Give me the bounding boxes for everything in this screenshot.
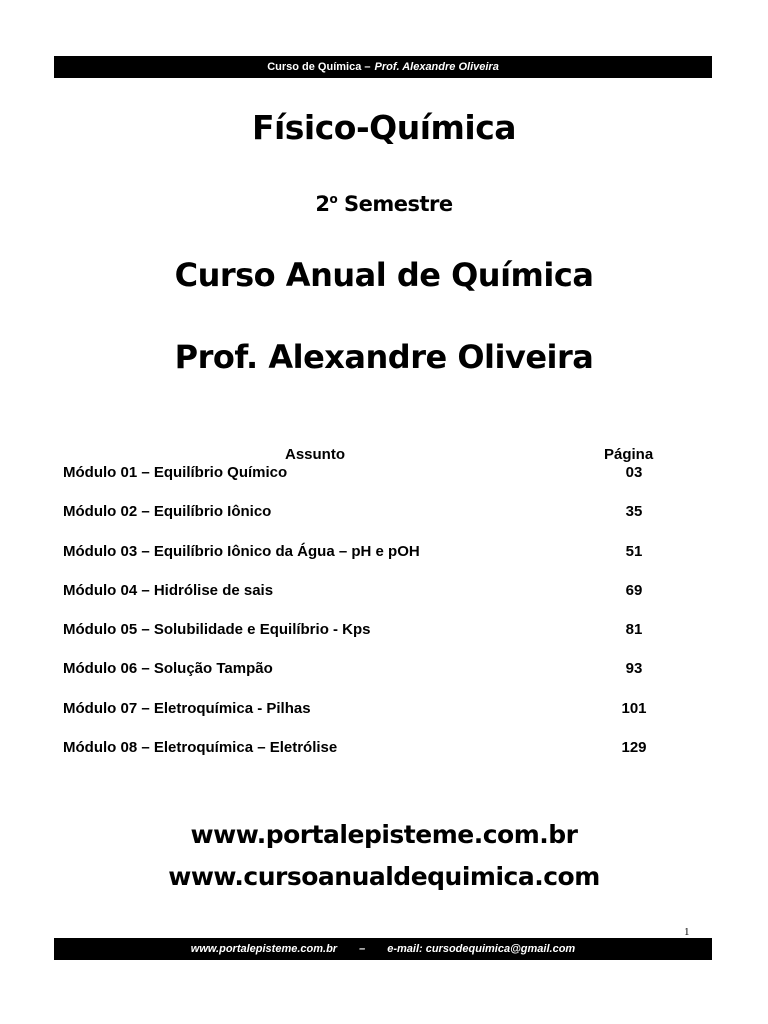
professor-title: Prof. Alexandre Oliveira: [174, 338, 594, 376]
toc-page: 51: [625, 542, 643, 560]
toc-subject: Módulo 04 – Hidrólise de sais: [63, 581, 274, 599]
semester-text: Semestre: [344, 192, 453, 216]
toc-subject: Módulo 03 – Equilíbrio Iônico da Água – pH e pOH: [63, 542, 420, 560]
toc-row: [63, 503, 683, 542]
toc-row: [63, 621, 683, 660]
toc-row: [63, 660, 683, 699]
header-bar: [54, 56, 712, 78]
course-title: Curso Anual de Química: [174, 256, 594, 294]
footer-email: e-mail: cursodequimica@gmail.com: [387, 943, 576, 955]
website-link-cursoanual: www.cursoanualdequimica.com: [168, 862, 600, 891]
toc-subject: Módulo 07 – Eletroquímica - Pilhas: [63, 699, 311, 717]
toc-subject: Módulo 01 – Equilíbrio Químico: [63, 464, 288, 481]
toc-page: 35: [625, 503, 643, 521]
toc-page: 101: [621, 699, 647, 717]
footer-separator: –: [359, 943, 366, 955]
toc-subject: Módulo 08 – Eletroquímica – Eletrólise: [63, 739, 338, 757]
website-link-portalepisteme: www.portalepisteme.com.br: [190, 820, 578, 849]
toc-page: 93: [625, 660, 643, 678]
footer-bar: [54, 938, 712, 960]
toc-row: [63, 464, 683, 503]
semester-label: [0, 192, 768, 216]
toc-page: 81: [625, 621, 643, 639]
page-number: 1: [684, 926, 690, 938]
toc-subject: Módulo 06 – Solução Tampão: [63, 660, 273, 678]
table-of-contents: [63, 464, 683, 778]
toc-page-header: Página: [604, 446, 654, 463]
toc-row: [63, 582, 683, 621]
toc-page: 03: [625, 464, 643, 481]
document-title: Físico-Química: [251, 108, 517, 147]
toc-page: 129: [621, 739, 647, 757]
toc-subject: Módulo 02 – Equilíbrio Iônico: [63, 503, 272, 521]
toc-row: [63, 543, 683, 582]
footer-site: www.portalepisteme.com.br: [190, 943, 338, 955]
toc-page: 69: [625, 581, 643, 599]
header-professor: Prof. Alexandre Oliveira: [374, 61, 499, 73]
header-course: Curso de Química –: [267, 61, 371, 73]
toc-row: [63, 700, 683, 739]
toc-subject-header: Assunto: [285, 446, 345, 463]
semester-number: 2: [315, 192, 330, 216]
toc-row: [63, 739, 683, 778]
semester-ordinal: o: [329, 192, 338, 206]
toc-subject: Módulo 05 – Solubilidade e Equilíbrio - Kps: [63, 621, 371, 639]
